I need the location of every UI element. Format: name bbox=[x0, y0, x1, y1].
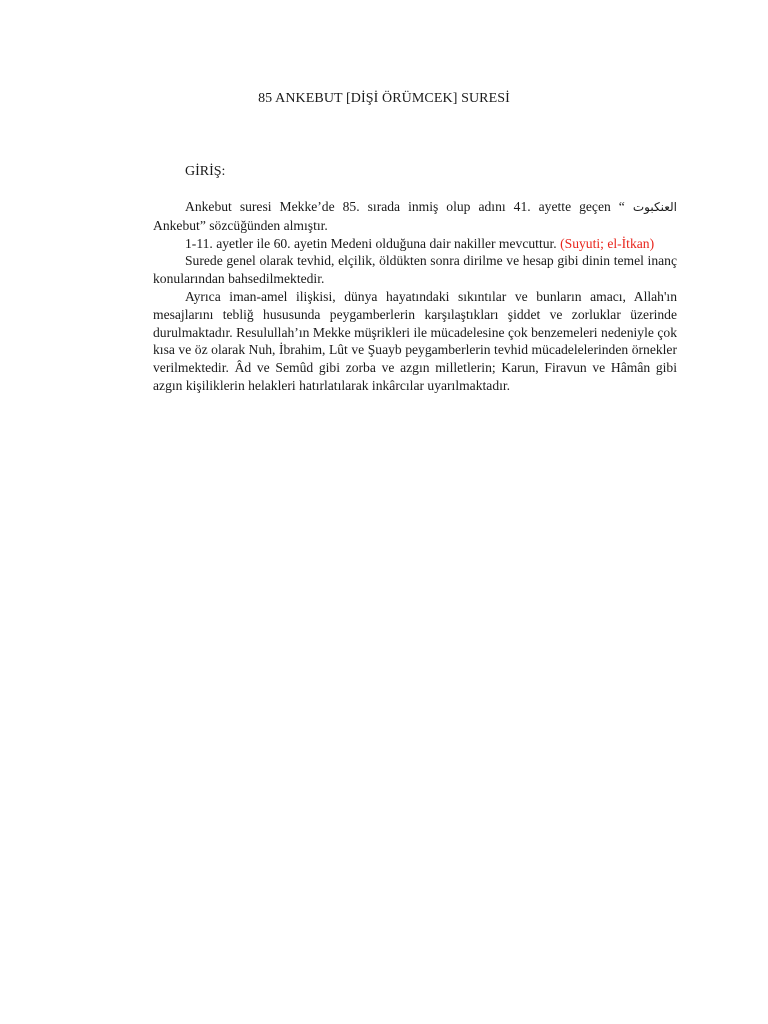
document-body bbox=[153, 198, 677, 395]
paragraph-text: 1-11. ayetler ile 60. ayetin Medeni olduğuna dair nakiller mevcuttur. bbox=[185, 235, 561, 251]
arabic-word: العنكبوت bbox=[632, 200, 677, 214]
paragraph-content-summary: Ayrıca iman-amel ilişkisi, dünya hayatındaki sıkıntılar ve bunların amacı, Allah'ın mesajlarını tebliğ hususunda peygamberlerin karşılaştıkları şiddet ve zorluklar üzerinde durulmaktadır. Resulullah’ın Mekke müşrikleri ile mücadelesine çok benzemeleri nedeniyle çok kısa ve öz olarak Nuh, İbrahim, Lût ve Şuayb peygamberlerin tevhid mücadelelerinden örnekler verilmektedir. Âd ve Semûd gibi zorba ve azgın milletlerin; Karun, Firavun ve Hâmân gibi azgın kişiliklerin helakleri hatırlatılarak inkârcılar uyarılmaktadır. bbox=[153, 288, 677, 393]
paragraph-text: Ankebut” sözcüğünden almıştır. bbox=[153, 217, 328, 233]
section-heading: GİRİŞ: bbox=[185, 164, 226, 179]
paragraph-text: Ankebut suresi Mekke’de 85. sırada inmiş olup adını 41. ayette geçen “ bbox=[185, 199, 633, 214]
document-title: 85 ANKEBUT [DİŞİ ÖRÜMCEK] SURESİ bbox=[258, 91, 510, 106]
paragraph-name-origin bbox=[153, 198, 677, 235]
paragraph-medinan-verses bbox=[153, 235, 677, 253]
paragraph-themes: Surede genel olarak tevhid, elçilik, öldükten sonra dirilme ve hesap gibi dinin temel inanç konularından bahsedilmektedir. bbox=[153, 253, 677, 287]
citation-reference: (Suyuti; el-İtkan) bbox=[560, 235, 655, 251]
